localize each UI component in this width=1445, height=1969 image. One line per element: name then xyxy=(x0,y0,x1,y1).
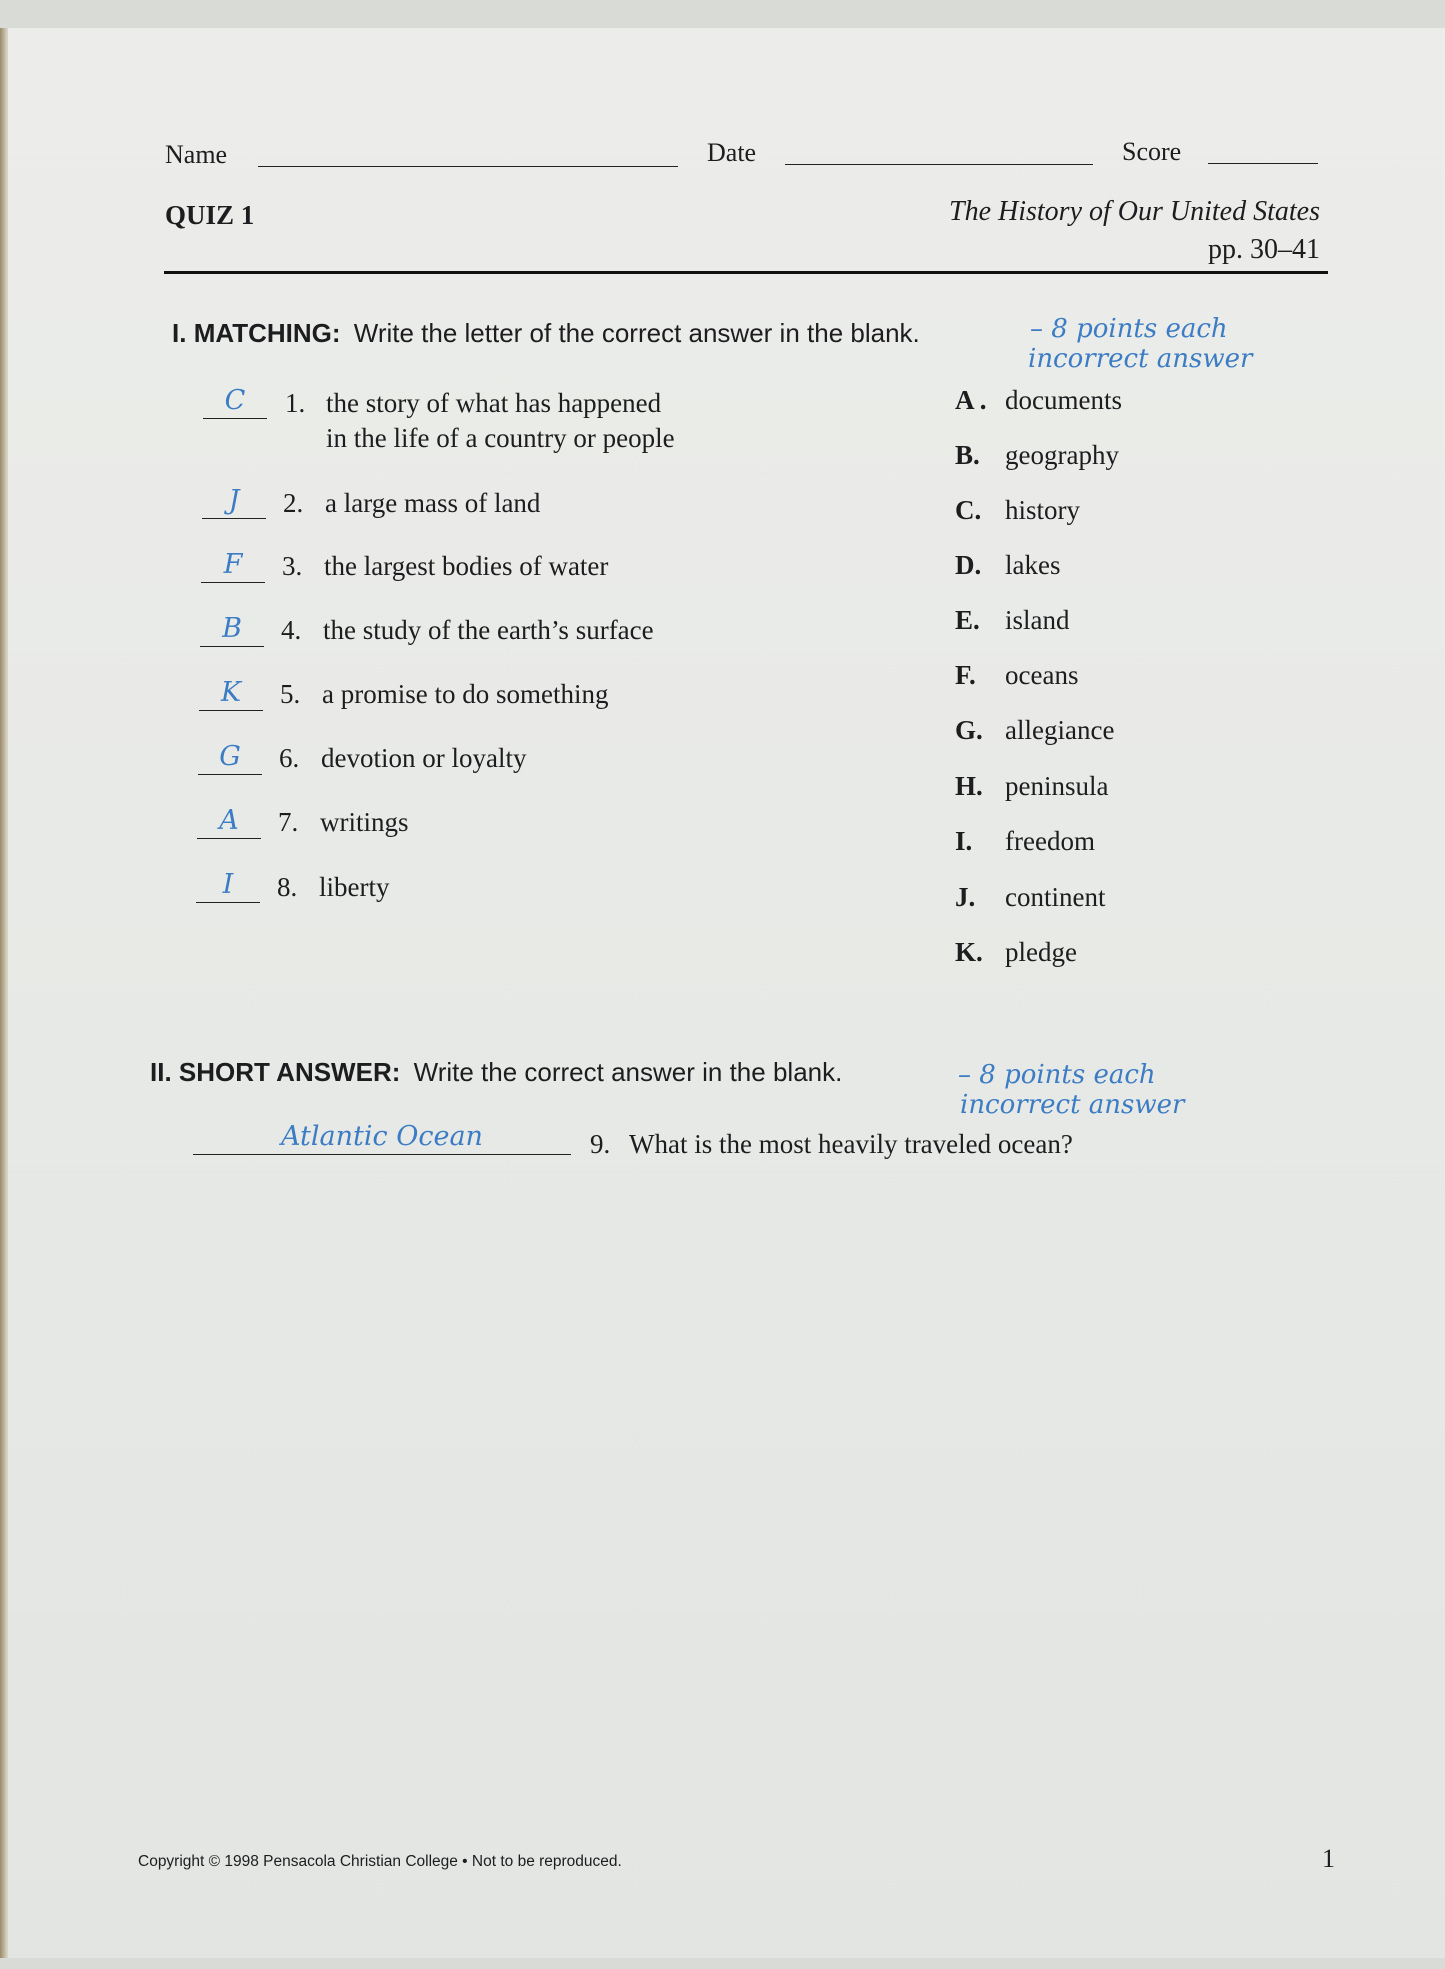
score-field[interactable] xyxy=(1208,135,1318,164)
quiz-title: QUIZ 1 xyxy=(165,200,255,230)
option-d xyxy=(955,550,1060,581)
option-letter: H. xyxy=(955,771,983,801)
short-answer-heading-number: II. xyxy=(150,1057,172,1087)
matching-heading-number: I. xyxy=(172,318,187,348)
option-j xyxy=(955,882,1105,913)
answer-blank-2[interactable] xyxy=(202,486,266,519)
question-text-7: writings xyxy=(320,807,409,837)
handwritten-answer-7: A xyxy=(219,805,239,836)
short-answer-grading-line2: incorrect answer xyxy=(960,1090,1185,1120)
option-text: continent xyxy=(1005,882,1106,912)
option-letter: J. xyxy=(955,882,976,912)
option-text: history xyxy=(1005,495,1081,525)
question-number-1: 1. xyxy=(285,388,306,418)
option-text: geography xyxy=(1005,440,1119,470)
handwritten-answer-2: J xyxy=(228,485,240,516)
question-text-6: devotion or loyalty xyxy=(321,743,527,773)
question-text-3: the largest bodies of water xyxy=(324,551,609,581)
matching-grading-line2: incorrect answer xyxy=(1028,344,1253,374)
option-letter: G. xyxy=(955,715,983,745)
question-text-1: the story of what has happened xyxy=(326,388,662,418)
short-answer-instruction: Write the correct answer in the blank. xyxy=(413,1057,843,1087)
answer-blank-8[interactable] xyxy=(196,870,260,903)
option-letter: B. xyxy=(955,440,980,470)
option-k xyxy=(955,937,1077,968)
answer-blank-3[interactable] xyxy=(201,550,265,583)
option-text: oceans xyxy=(1005,660,1079,690)
book-title: The History of Our United States xyxy=(949,196,1320,227)
option-text: pledge xyxy=(1005,937,1077,967)
option-text: documents xyxy=(1005,385,1122,415)
option-text: lakes xyxy=(1005,550,1061,580)
option-g xyxy=(955,715,1114,746)
answer-blank-7[interactable] xyxy=(197,806,261,839)
option-text: island xyxy=(1005,605,1070,635)
question-number-3: 3. xyxy=(282,551,303,581)
handwritten-answer-4: B xyxy=(222,613,242,644)
question-number-8: 8. xyxy=(277,872,298,902)
option-letter: K. xyxy=(955,937,983,967)
option-h xyxy=(955,771,1108,802)
question-text-8: liberty xyxy=(319,872,390,902)
question-number-7: 7. xyxy=(278,807,299,837)
option-letter: D. xyxy=(955,550,982,580)
answer-blank-5[interactable] xyxy=(199,678,263,711)
option-text: peninsula xyxy=(1005,771,1109,801)
question-number-4: 4. xyxy=(281,615,302,645)
page-number: 1 xyxy=(1322,1844,1335,1873)
answer-blank-4[interactable] xyxy=(200,614,264,647)
question-number-9: 9. xyxy=(590,1129,611,1159)
option-letter: A . xyxy=(955,385,987,415)
name-label: Name xyxy=(165,140,228,169)
matching-grading-line1: – 8 points each xyxy=(1030,314,1228,344)
option-c xyxy=(955,495,1080,526)
header-rule xyxy=(164,271,1328,274)
option-letter: I. xyxy=(955,826,973,856)
short-answer-heading xyxy=(150,1057,842,1088)
option-text: freedom xyxy=(1005,826,1095,856)
short-answer-heading-label: SHORT ANSWER: xyxy=(178,1057,401,1087)
option-letter: C. xyxy=(955,495,982,525)
option-a xyxy=(955,385,1122,416)
page-range: pp. 30–41 xyxy=(1208,234,1320,265)
matching-heading xyxy=(172,318,920,349)
question-text-4: the study of the earth’s surface xyxy=(323,615,654,645)
question-number-2: 2. xyxy=(283,488,304,518)
date-label: Date xyxy=(707,138,757,167)
handwritten-answer-3: F xyxy=(223,549,243,580)
option-letter: F. xyxy=(955,660,976,690)
handwritten-answer-5: K xyxy=(220,677,242,708)
short-answer-grading-line1: – 8 points each xyxy=(958,1060,1156,1090)
date-field[interactable] xyxy=(785,136,1093,165)
option-f xyxy=(955,660,1078,691)
name-field[interactable] xyxy=(258,138,678,167)
question-text-9: What is the most heavily traveled ocean? xyxy=(629,1129,1073,1159)
matching-instruction: Write the letter of the correct answer in the blank. xyxy=(353,318,920,348)
question-number-5: 5. xyxy=(280,679,301,709)
answer-blank-6[interactable] xyxy=(198,742,262,775)
option-b xyxy=(955,440,1119,471)
answer-blank-1[interactable] xyxy=(203,386,267,419)
option-e xyxy=(955,605,1070,636)
option-letter: E. xyxy=(955,605,980,635)
option-text: allegiance xyxy=(1005,715,1115,745)
handwritten-answer-6: G xyxy=(219,741,241,772)
question-text-2: a large mass of land xyxy=(325,488,541,518)
option-i xyxy=(955,826,1095,857)
question-number-6: 6. xyxy=(279,743,300,773)
matching-heading-label: MATCHING: xyxy=(193,318,341,348)
copyright-notice: Copyright © 1998 Pensacola Christian College • Not to be reproduced. xyxy=(138,1853,622,1870)
score-label: Score xyxy=(1122,137,1182,166)
question-text-1-cont: in the life of a country or people xyxy=(326,423,675,453)
handwritten-answer-9: Atlantic Ocean xyxy=(281,1121,483,1152)
answer-blank-9[interactable] xyxy=(193,1120,571,1155)
handwritten-answer-8: I xyxy=(222,869,234,900)
question-text-5: a promise to do something xyxy=(322,679,609,709)
handwritten-answer-1: C xyxy=(224,385,246,416)
